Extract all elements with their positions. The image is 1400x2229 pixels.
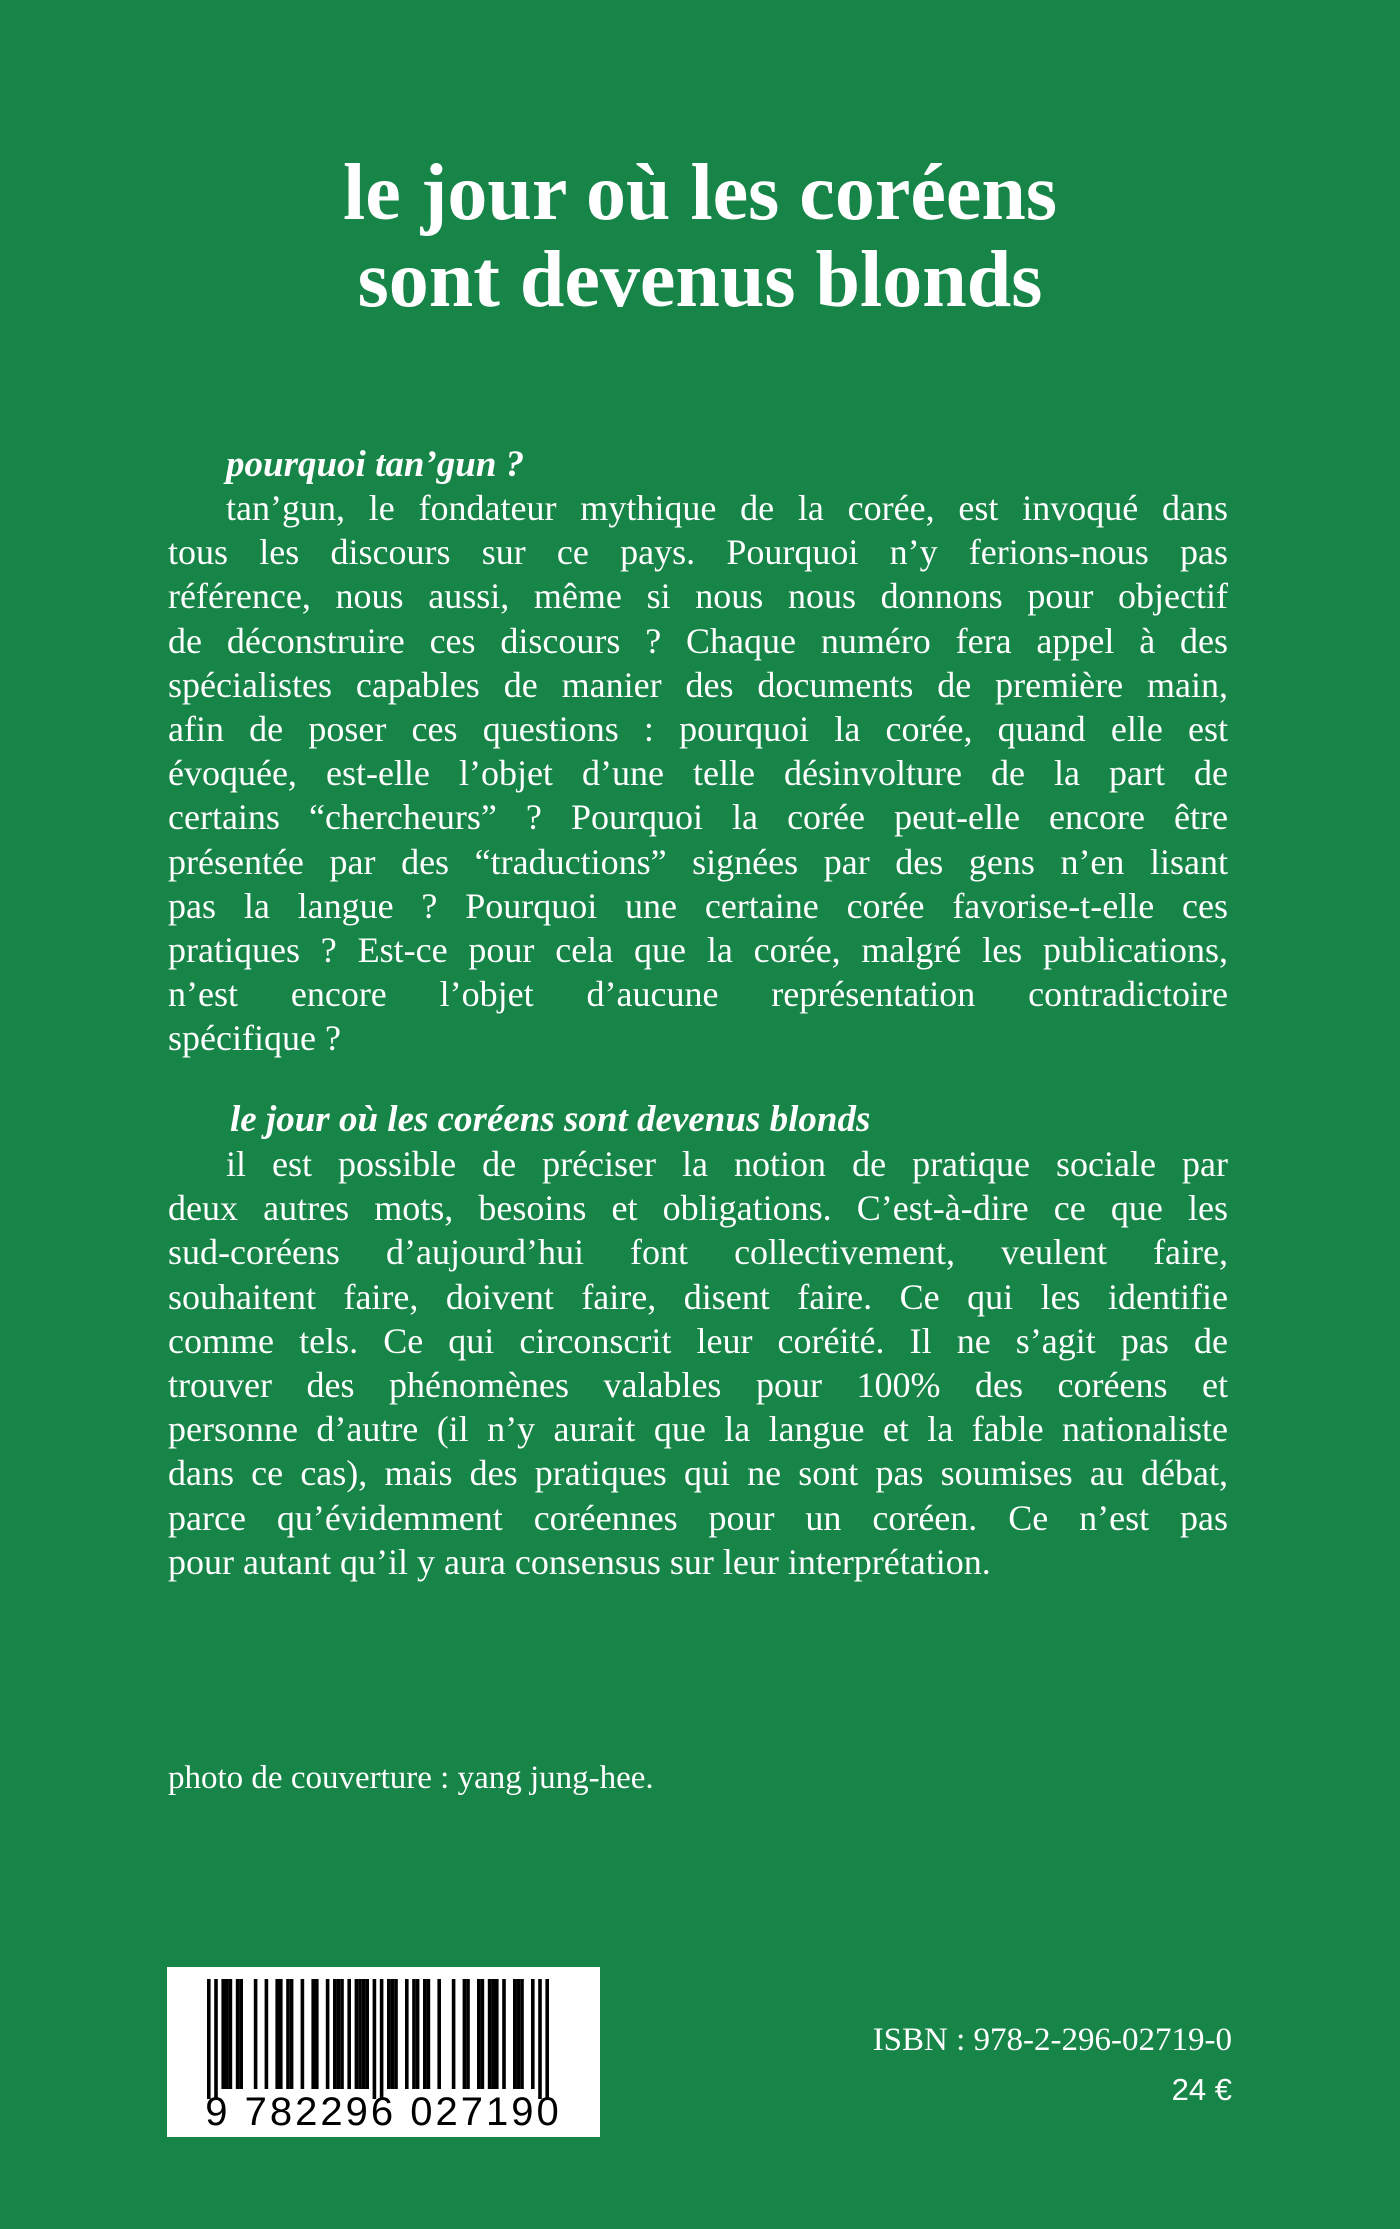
book-title [0, 150, 1400, 324]
barcode-bar [427, 1979, 431, 2089]
barcode-bar [286, 1979, 290, 2089]
photo-credit: photo de couverture : yang jung-hee. [168, 1760, 654, 1796]
barcode-bar [477, 1979, 481, 2089]
barcode-bar [513, 1979, 517, 2089]
barcode-bar [387, 1979, 391, 2089]
body-line: il est possible de préciser la notion de pratique sociale par [226, 1144, 1228, 1184]
barcode-bar [236, 1979, 240, 2089]
barcode-bar [347, 1979, 351, 2089]
barcode-bar [358, 1979, 362, 2089]
barcode-bar [491, 1979, 495, 2089]
barcode-bar [520, 1979, 524, 2089]
barcode-bar [229, 1979, 233, 2089]
barcode-bar [301, 1979, 305, 2089]
section-heading-pourquoi-tangun: pourquoi tan’gun ? [226, 444, 525, 485]
barcode-bar [481, 1979, 485, 2089]
body-line: comme tels. Ce qui circonscrit leur coréité. Il ne s’agit pas de [168, 1320, 1228, 1361]
barcode [167, 1967, 600, 2137]
body-line: tan’gun, le fondateur mythique de la corée, est invoqué dans [226, 488, 1228, 528]
body-line: spécifique ? [168, 1018, 341, 1059]
body-line: pratiques ? Est-ce pour cela que la corée, malgré les publications, [168, 929, 1228, 970]
barcode-bar [207, 1979, 211, 2099]
section-body-le-jour [168, 1142, 1228, 1584]
barcode-bar [452, 1979, 456, 2089]
barcode-bar [394, 1979, 398, 2089]
book-title-line-1: le jour où les coréens [343, 149, 1057, 237]
barcode-bar [495, 1979, 499, 2089]
barcode-bar [279, 1979, 283, 2089]
body-line: deux autres mots, besoins et obligations. C’est-à-dire ce que les [168, 1188, 1228, 1229]
body-line: trouver des phénomènes valables pour 100% des coréens et [168, 1364, 1228, 1405]
price: 24 € [1171, 2072, 1232, 2107]
barcode-bar [239, 1979, 243, 2089]
barcode-bar [337, 1979, 341, 2089]
body-line: souhaitent faire, doivent faire, disent faire. Ce qui les identifie [168, 1276, 1228, 1317]
barcode-bar [391, 1979, 395, 2089]
barcode-bar [340, 1979, 344, 2089]
body-line: sud-coréens d’aujourd’hui font collectivement, veulent faire, [168, 1232, 1228, 1273]
barcode-bar [437, 1979, 441, 2089]
barcode-bar [333, 1979, 337, 2089]
body-line: tous les discours sur ce pays. Pourquoi n’y ferions-nous pas [168, 532, 1228, 573]
barcode-bar [412, 1979, 416, 2089]
barcode-digits: 9 782296 027190 [205, 2090, 562, 2134]
barcode-bar [466, 1979, 470, 2089]
book-title-line-2: sont devenus blonds [357, 236, 1043, 324]
barcode-bar [225, 1979, 229, 2089]
barcode-bar [214, 1979, 218, 2099]
barcode-bar [221, 1979, 225, 2089]
barcode-bar [405, 1979, 409, 2089]
section-body-pourquoi-tangun [168, 486, 1228, 1060]
barcode-bar [326, 1979, 330, 2089]
body-line: dans ce cas), mais des pratiques qui ne sont pas soumises au débat, [168, 1453, 1228, 1494]
barcode-bar [488, 1979, 492, 2089]
body-line: personne d’autre (il n’y aurait que la langue et la fable nationaliste [168, 1409, 1228, 1450]
barcode-bar [517, 1979, 521, 2089]
barcode-bar [502, 1979, 506, 2089]
barcode-bar [290, 1979, 294, 2089]
barcode-bar [254, 1979, 258, 2089]
barcode-bar [265, 1979, 269, 2089]
barcode-bar [365, 1979, 369, 2089]
barcode-bar [275, 1979, 279, 2089]
body-line: présentée par des “traductions” signées par des gens n’en lisant [168, 841, 1228, 882]
isbn: ISBN : 978-2-296-02719-0 [872, 2022, 1232, 2058]
body-line: n’est encore l’objet d’aucune représentation contradictoire [168, 974, 1228, 1015]
body-line: spécialistes capables de manier des documents de première main, [168, 664, 1228, 705]
section-heading-le-jour: le jour où les coréens sont devenus blonds [230, 1099, 871, 1140]
body-line: de déconstruire ces discours ? Chaque numéro fera appel à des [168, 620, 1228, 661]
barcode-bar [380, 1979, 384, 2099]
barcode-bar [373, 1979, 377, 2099]
barcode-bar [538, 1979, 542, 2099]
body-line: pas la langue ? Pourquoi une certaine corée favorise-t-elle ces [168, 885, 1228, 926]
barcode-bar [531, 1979, 535, 2089]
barcode-bar [362, 1979, 366, 2089]
body-line: pour autant qu’il y aura consensus sur leur interprétation. [168, 1541, 991, 1582]
barcode-bar [315, 1979, 319, 2089]
barcode-bar [416, 1979, 420, 2089]
body-line: référence, nous aussi, même si nous nous donnons pour objectif [168, 576, 1228, 617]
body-line: afin de poser ces questions : pourquoi la corée, quand elle est [168, 708, 1228, 749]
barcode-bar [545, 1979, 549, 2099]
body-line: parce qu’évidemment coréennes pour un coréen. Ce n’est pas [168, 1497, 1228, 1538]
body-line: certains “chercheurs” ? Pourquoi la corée peut-elle encore être [168, 797, 1228, 838]
body-line: évoquée, est-elle l’objet d’une telle désinvolture de la part de [168, 753, 1228, 794]
barcode-bar [355, 1979, 359, 2089]
barcode-bar [423, 1979, 427, 2089]
barcode-bar [311, 1979, 315, 2089]
barcode-bar [463, 1979, 467, 2089]
